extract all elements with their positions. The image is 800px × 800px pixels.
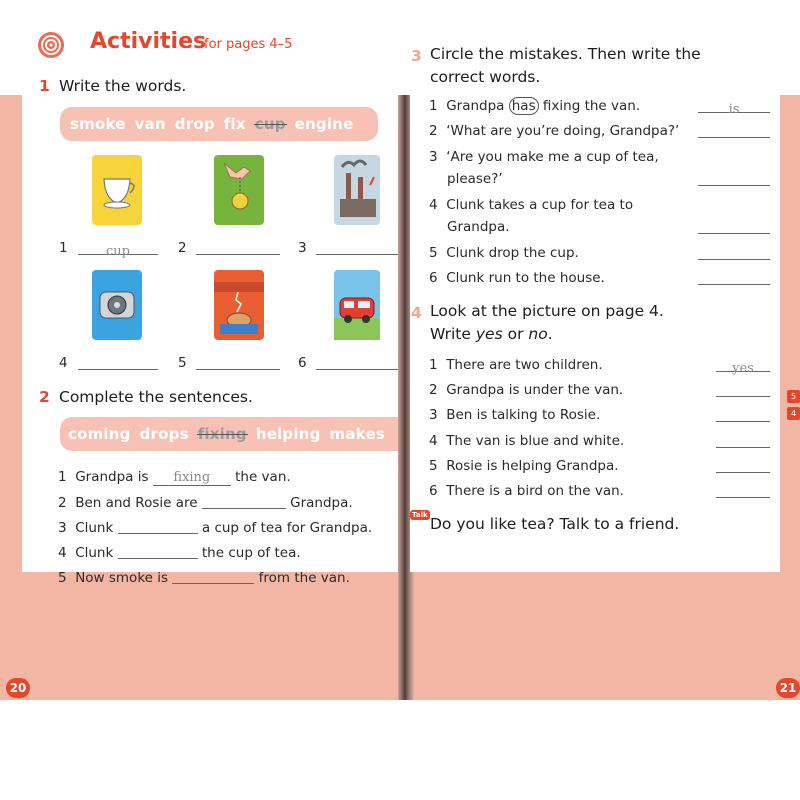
ex3-item-5-number: 5	[429, 245, 438, 261]
hand-dropping-ball-image	[214, 155, 264, 225]
ex1-item-2-answer-line[interactable]	[196, 240, 280, 255]
ex4-item-1-answer: yes	[732, 361, 754, 376]
page-subtitle: for pages 4–5	[204, 37, 293, 52]
ex2-sentence-3-before: Clunk	[75, 520, 114, 536]
ex1-item-4-answer-line[interactable]	[78, 355, 158, 370]
ex2-sentence-3-number: 3	[58, 520, 67, 536]
ex2-sentence-5-number: 5	[58, 570, 67, 586]
factory-smoke-image	[334, 155, 380, 225]
exercise-2-number: 2	[39, 388, 50, 406]
word-van: van	[134, 115, 166, 133]
ex2-sentence-5	[58, 569, 350, 586]
van-image	[334, 270, 380, 340]
ex3-item-1-number: 1	[429, 98, 438, 114]
ex3-item-2-number: 2	[429, 123, 438, 139]
ex4-item-2-answer-line[interactable]	[716, 382, 770, 397]
ex4-item-4-answer-line[interactable]	[716, 433, 770, 448]
left-page	[22, 12, 400, 586]
fixing-pipe-image	[214, 270, 264, 340]
ex1-item-5-number: 5	[178, 355, 187, 371]
page-number-left: 20	[6, 678, 30, 698]
ex4-item-4-number: 4	[429, 433, 438, 449]
ex1-item-1-answer-line[interactable]	[78, 240, 158, 259]
ex4-item-2-number: 2	[429, 382, 438, 398]
exercise-4-heading-post: .	[547, 325, 553, 343]
ex2-sentence-5-before: Now smoke is	[75, 570, 169, 586]
ex3-item-4	[429, 197, 633, 213]
ex4-item-4-text: The van is blue and white.	[446, 433, 625, 449]
ex2-sentence-3-after: a cup of tea for Grandpa.	[201, 520, 373, 536]
ex4-item-6-answer-line[interactable]	[716, 483, 770, 498]
ex2-sentence-2-blank[interactable]	[202, 494, 286, 509]
ex4-item-1-text: There are two children.	[446, 357, 603, 373]
exercise-4-number: 4	[411, 304, 422, 322]
ex2-sentence-4-before: Clunk	[75, 545, 114, 561]
side-tab-5[interactable]: 5	[787, 390, 800, 403]
word-drop: drop	[174, 115, 215, 133]
ex2-sentence-5-blank[interactable]	[172, 569, 254, 584]
page-number-right: 21	[776, 678, 800, 698]
teacup-image	[92, 155, 142, 225]
ex3-item-3	[429, 149, 659, 165]
ex4-item-2	[429, 382, 623, 398]
side-tab-4[interactable]: 4	[787, 407, 800, 420]
ex2-sentence-2-before: Ben and Rosie are	[75, 495, 198, 511]
ex2-sentence-1-before: Grandpa is	[75, 469, 149, 485]
ex2-sentence-2	[58, 494, 353, 511]
word-makes: makes	[329, 425, 385, 443]
talk-prompt: Do you like tea? Talk to a friend.	[430, 515, 680, 533]
ex4-item-3-number: 3	[429, 407, 438, 423]
ex3-item-1-answer: is	[728, 102, 740, 117]
exercise-4-heading-line2	[430, 325, 553, 343]
exercise-1-number: 1	[39, 77, 50, 95]
word-coming: coming	[68, 425, 131, 443]
ex3-item-1-pre: Grandpa	[446, 98, 505, 114]
exercise-3-number: 3	[411, 47, 422, 65]
ex2-sentence-2-number: 2	[58, 495, 67, 511]
ex1-item-3-answer-line[interactable]	[316, 240, 398, 255]
ex4-item-5-answer-line[interactable]	[716, 458, 770, 473]
ex3-item-6-answer-line[interactable]	[698, 270, 770, 285]
ex2-sentence-1-number: 1	[58, 469, 67, 485]
word-box-2	[60, 417, 400, 451]
ex4-item-6	[429, 483, 624, 499]
ex3-item-6	[429, 270, 605, 286]
ex2-sentence-3	[58, 519, 372, 536]
word-box-1	[60, 107, 378, 141]
ex1-item-6-answer-line[interactable]	[316, 355, 398, 370]
ex4-item-2-text: Grandpa is under the van.	[446, 382, 624, 398]
ex4-item-3	[429, 407, 600, 423]
ex3-item-1-post: fixing the van.	[542, 98, 641, 114]
ex3-item-1	[429, 98, 640, 114]
ex2-sentence-4-blank[interactable]	[118, 544, 198, 559]
ex3-item-5-answer-line[interactable]	[698, 245, 770, 260]
ex1-item-5-answer-line[interactable]	[196, 355, 280, 370]
exercise-1-heading: Write the words.	[59, 77, 187, 95]
ex3-item-4-answer-line[interactable]	[698, 219, 770, 234]
ex1-item-6-number: 6	[298, 355, 307, 371]
ex3-item-4-text-line2: Grandpa.	[447, 219, 510, 235]
ex3-item-3-answer-line[interactable]	[698, 171, 770, 186]
exercise-3-heading-line1: Circle the mistakes. Then write the	[430, 45, 701, 63]
word-fix: fix	[223, 115, 246, 133]
ex2-sentence-1-blank[interactable]	[153, 469, 231, 486]
ex4-item-1-answer-line[interactable]	[716, 357, 770, 376]
ex4-item-3-text: Ben is talking to Rosie.	[446, 407, 601, 423]
talk-badge-icon: Talk	[412, 511, 428, 519]
ex3-item-6-text: Clunk run to the house.	[446, 270, 605, 286]
ex4-item-5	[429, 458, 619, 474]
ex3-item-3-number: 3	[429, 149, 438, 165]
exercise-4-heading-mid: or	[502, 325, 529, 343]
ex1-item-2-number: 2	[178, 240, 187, 256]
ex3-item-2	[429, 123, 679, 139]
ex4-item-6-text: There is a bird on the van.	[446, 483, 624, 499]
ex3-item-3-text-line2: please?’	[447, 171, 503, 187]
ex4-item-1-number: 1	[429, 357, 438, 373]
ex2-sentence-4-number: 4	[58, 545, 67, 561]
exercise-4-heading-line1: Look at the picture on page 4.	[430, 302, 664, 320]
right-page	[410, 12, 780, 572]
ex3-item-4-number: 4	[429, 197, 438, 213]
exercise-4-heading-no: no	[528, 325, 548, 343]
ex2-sentence-1-after: the van.	[235, 469, 291, 485]
ex4-item-4	[429, 433, 624, 449]
ex3-item-5-text: Clunk drop the cup.	[446, 245, 579, 261]
ex3-item-5	[429, 245, 579, 261]
activities-swirl-icon	[36, 30, 66, 60]
word-drops: drops	[139, 425, 189, 443]
ex2-sentence-3-blank[interactable]	[118, 519, 198, 534]
engine-image	[92, 270, 142, 340]
ex1-item-1-answer: cup	[106, 244, 130, 259]
exercise-4-heading-pre: Write	[430, 325, 476, 343]
ex3-item-1-circled-word[interactable]: has	[509, 97, 539, 115]
exercise-2-heading: Complete the sentences.	[59, 388, 253, 406]
ex2-sentence-1-answer: fixing	[173, 470, 211, 485]
ex4-item-1	[429, 357, 603, 373]
ex2-sentence-4	[58, 544, 301, 561]
ex4-item-5-number: 5	[429, 458, 438, 474]
ex3-item-3-text-line1: ‘Are you make me a cup of tea,	[446, 149, 659, 165]
ex1-item-3-number: 3	[298, 240, 307, 256]
word-helping: helping	[255, 425, 321, 443]
exercise-3-heading-line2: correct words.	[430, 68, 541, 86]
ex4-item-5-text: Rosie is helping Grandpa.	[446, 458, 619, 474]
ex4-item-6-number: 6	[429, 483, 438, 499]
ex3-item-2-answer-line[interactable]	[698, 123, 770, 138]
word-smoke: smoke	[70, 115, 126, 133]
ex3-item-1-answer-line[interactable]	[698, 98, 770, 117]
ex2-sentence-1	[58, 469, 291, 486]
ex3-item-6-number: 6	[429, 270, 438, 286]
ex1-item-1-number: 1	[59, 240, 68, 256]
ex2-sentence-2-after: Grandpa.	[290, 495, 353, 511]
page-title: Activities	[90, 29, 207, 54]
word-cup-crossed: cup	[254, 115, 286, 133]
ex2-sentence-4-after: the cup of tea.	[201, 545, 301, 561]
ex3-item-4-text-line1: Clunk takes a cup for tea to	[446, 197, 634, 213]
ex3-item-2-text: ‘What are you’re doing, Grandpa?’	[446, 123, 680, 139]
word-engine: engine	[294, 115, 354, 133]
ex1-item-4-number: 4	[59, 355, 68, 371]
word-fixing-crossed: fixing	[197, 425, 247, 443]
exercise-4-heading-yes: yes	[475, 325, 503, 343]
ex2-sentence-5-after: from the van.	[258, 570, 350, 586]
ex4-item-3-answer-line[interactable]	[716, 407, 770, 422]
